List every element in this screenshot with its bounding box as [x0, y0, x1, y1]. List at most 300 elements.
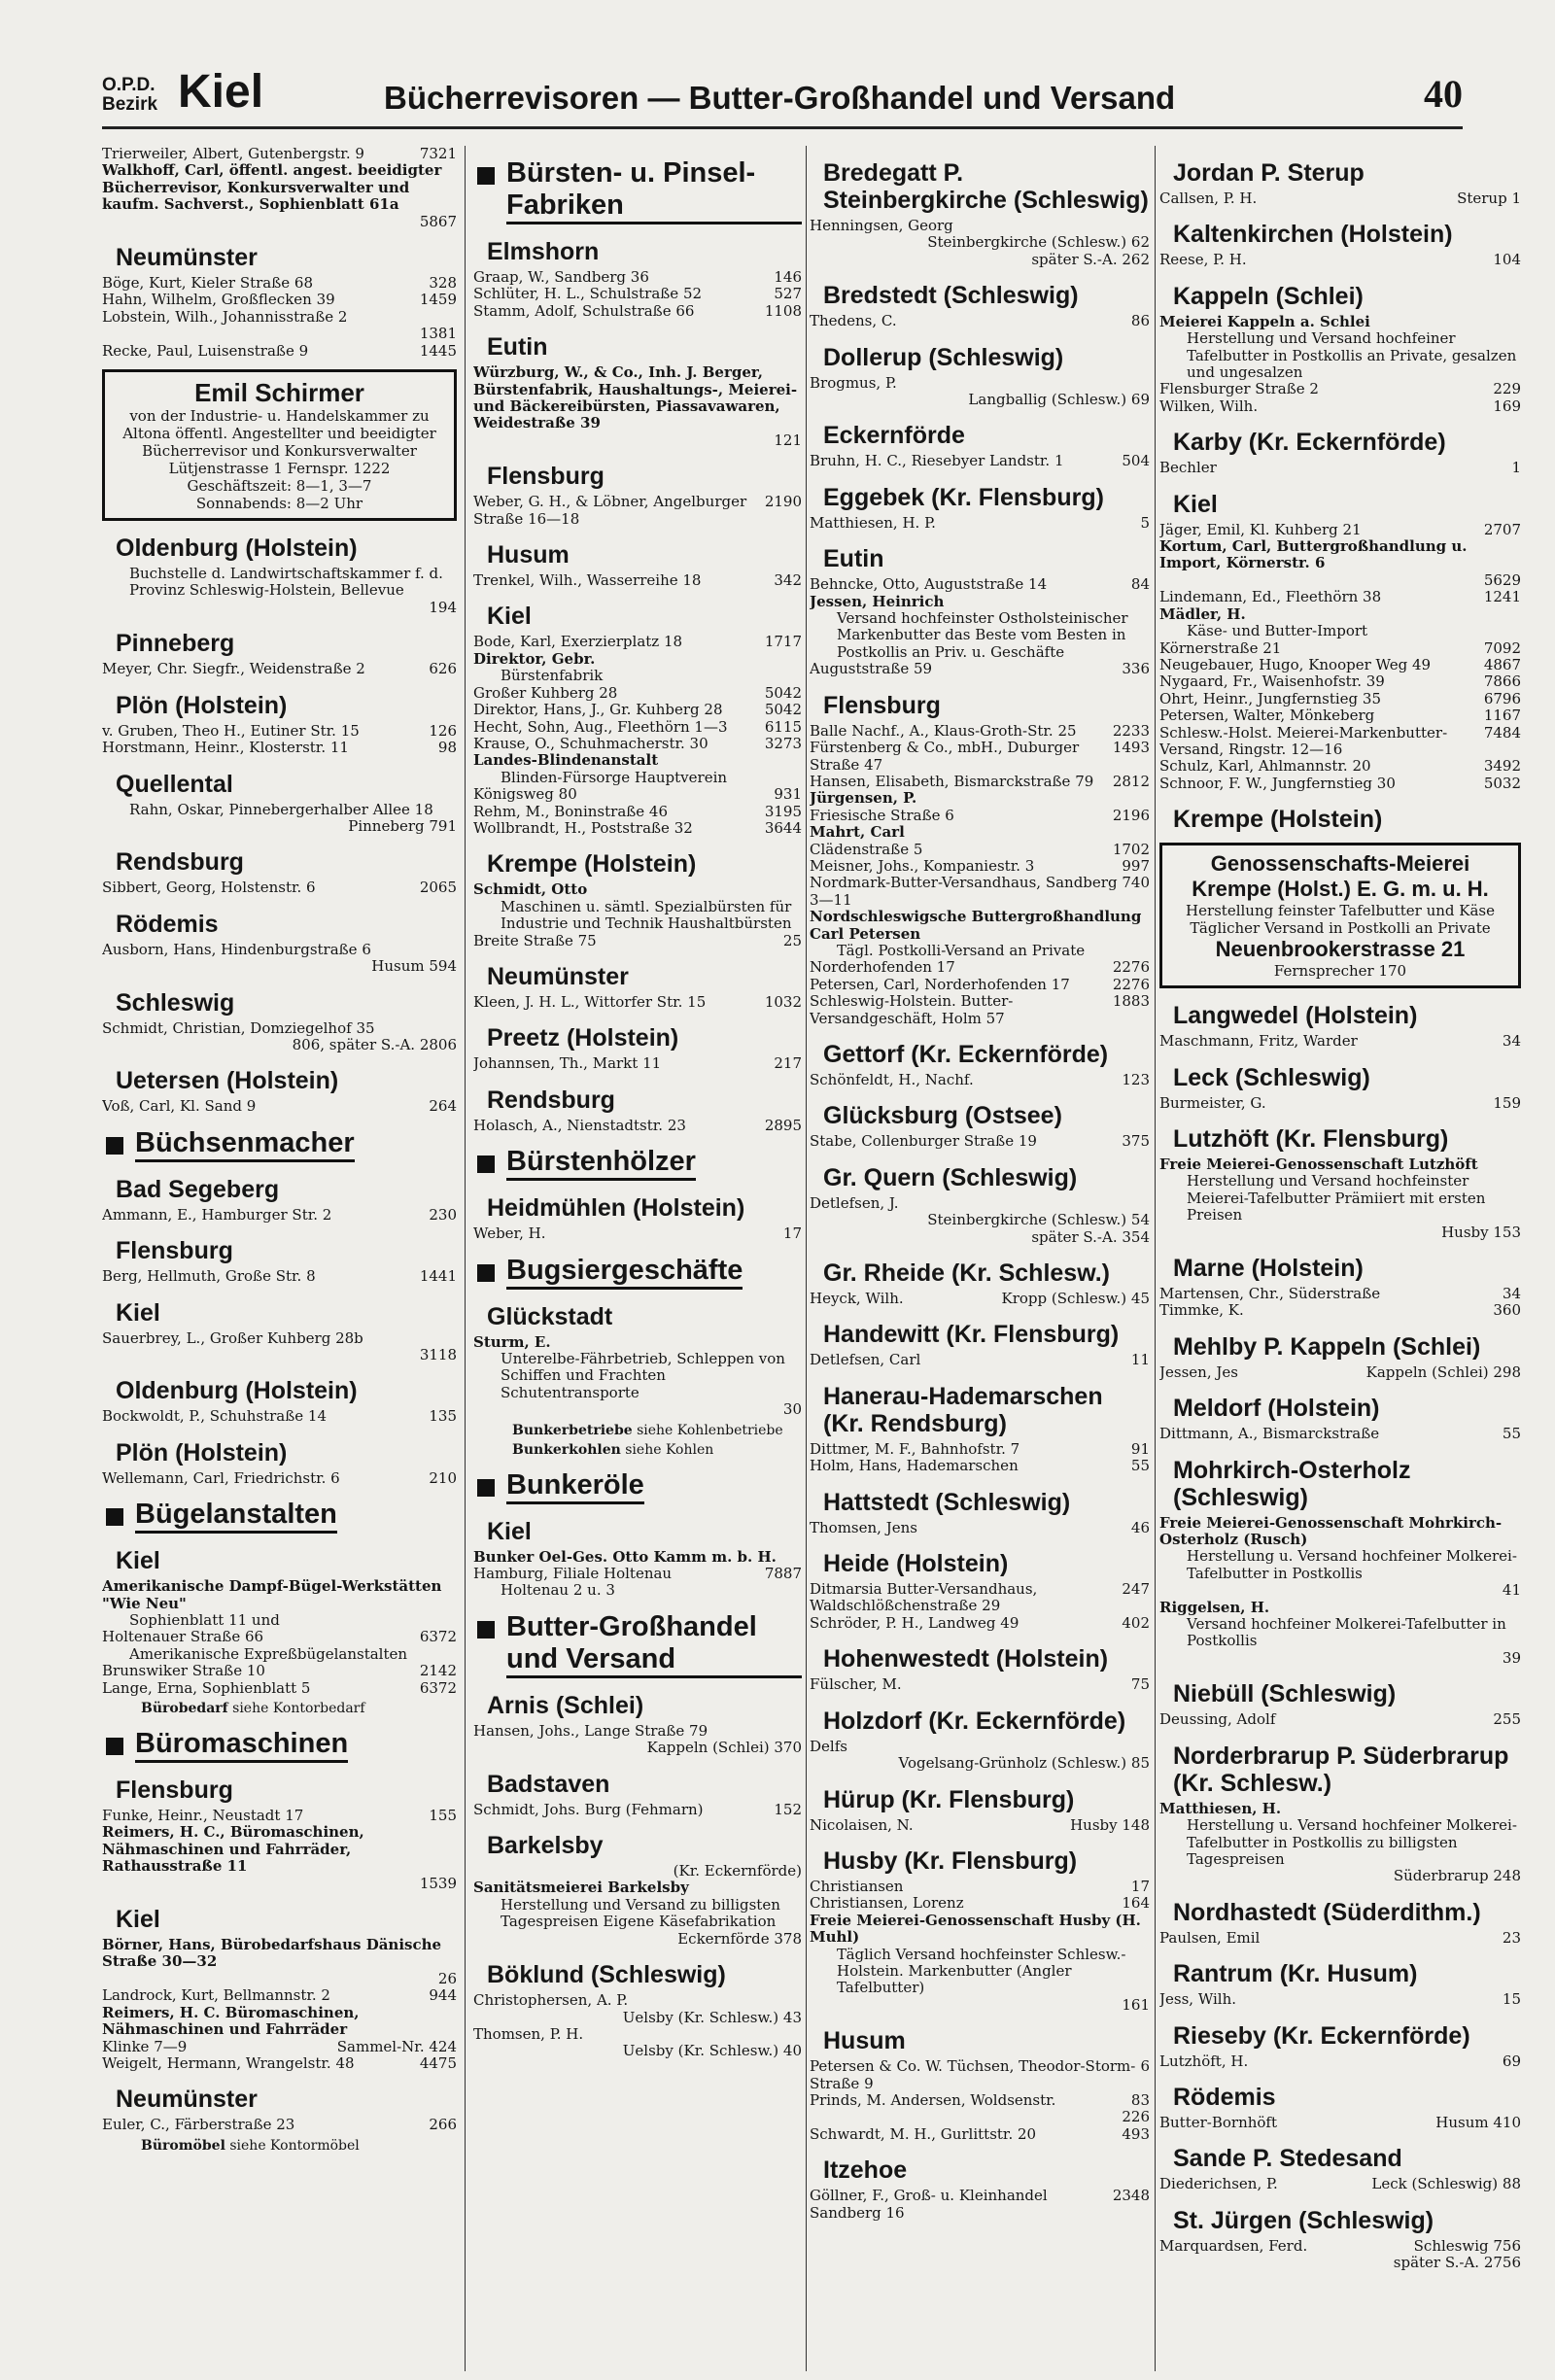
- entry-name: Christophersen, A. P.: [473, 1991, 629, 2010]
- entry-row: [810, 392, 1150, 408]
- entry-name: Breite Straße 75: [473, 931, 597, 949]
- entry-row: [810, 1458, 1150, 1474]
- entry-firm: Direktor, Gebr.: [473, 649, 596, 668]
- entry-phone: 266: [429, 2116, 457, 2134]
- entry-phone: 336: [1122, 660, 1150, 678]
- entry-phone: Eckernförde 378: [677, 1929, 802, 1948]
- entry-phone: 26: [437, 1969, 457, 1987]
- entry-name: Christiansen: [810, 1877, 904, 1895]
- entry-phone: Husby 153: [1441, 1223, 1521, 1241]
- town-heading: Handewitt (Kr. Flensburg): [823, 1321, 1120, 1349]
- entry-name: Ammann, E., Hamburger Str. 2: [102, 1205, 332, 1224]
- entry-name: [102, 1037, 289, 1053]
- entry-phone: 2233: [1112, 721, 1150, 740]
- entry-phone: 155: [429, 1807, 457, 1825]
- entry-row: [810, 252, 1150, 268]
- entry-name: Lutzhöft, H.: [1159, 2052, 1249, 2070]
- entry-name: Bechler: [1159, 459, 1217, 477]
- entry-row: [473, 1740, 802, 1756]
- town-heading: Eckernförde: [823, 422, 965, 450]
- entry-text: Herstellung und Versand zu billigsten Tagespreisen Eigene Käsefabrikation: [501, 1895, 780, 1931]
- cross-reference: [141, 2138, 457, 2154]
- entry-name: [102, 326, 416, 342]
- entry-name: Jäger, Emil, Kl. Kuhberg 21: [1159, 520, 1362, 538]
- entry-name: Johannsen, Th., Markt 11: [473, 1054, 662, 1073]
- entry-phone: Husum 594: [371, 957, 457, 976]
- xref-term: Bunkerbetriebe: [512, 1422, 633, 1438]
- entry-row: [102, 275, 457, 292]
- entry-row: [473, 2010, 802, 2026]
- entry-name: Deussing, Adolf: [1159, 1710, 1276, 1729]
- entry-phone: später S.-A. 354: [1031, 1227, 1150, 1246]
- entry-phone: (Kr. Eckernförde): [673, 1862, 802, 1880]
- entry-phone: 264: [429, 1097, 457, 1116]
- town-heading: Neumünster: [116, 2086, 258, 2114]
- category-marker: [477, 1621, 495, 1638]
- category-heading: [473, 1146, 802, 1181]
- entry-row: [1159, 1364, 1521, 1381]
- cross-reference: [141, 1701, 457, 1716]
- section-title: Bücherrevisoren — Butter-Großhandel und Versand: [384, 80, 1176, 116]
- entry-row: [102, 942, 457, 958]
- entry-phone: 152: [774, 1800, 802, 1818]
- entry-phone: 2348: [1112, 2187, 1150, 2205]
- entry-phone: 6: [1140, 2057, 1150, 2076]
- entry-firm: Jessen, Heinrich: [810, 592, 945, 610]
- entry-name: Graap, W., Sandberg 36: [473, 268, 649, 286]
- entry-row: [473, 804, 802, 820]
- category-marker: [106, 1738, 123, 1755]
- entry-name: Weber, H.: [473, 1224, 546, 1243]
- category-heading: [102, 1499, 457, 1534]
- entry-name: [473, 2010, 619, 2026]
- entry-name: [810, 1755, 895, 1772]
- entry-phone: 55: [1130, 1457, 1150, 1475]
- entry-row: [102, 1629, 457, 1645]
- entry-firm: Schmidt, Otto: [473, 880, 588, 899]
- entry-row: [1159, 725, 1521, 759]
- entry-row: [1159, 522, 1521, 538]
- entry-phone: 146: [774, 268, 802, 286]
- town-heading: Hürup (Kr. Flensburg): [823, 1785, 1075, 1813]
- entry-phone: 3644: [764, 818, 802, 837]
- entry-name: Schulz, Karl, Ahlmannstr. 20: [1159, 757, 1371, 776]
- entry-phone: Steinbergkirche (Schlesw.) 54: [927, 1211, 1150, 1229]
- entry-name: [473, 1931, 674, 1948]
- town-heading: Plön (Holstein): [116, 691, 288, 719]
- entry-row: [810, 1195, 1150, 1212]
- entry-text: Versand hochfeiner Molkerei-Tafelbutter in Postkollis: [1187, 1615, 1506, 1650]
- entry-phone: 226: [1122, 2108, 1150, 2126]
- entry-name: Friesische Straße 6: [810, 806, 954, 824]
- entry-phone: 25: [782, 931, 802, 949]
- town-heading: Mohrkirch-Osterholz (Schleswig): [1173, 1456, 1411, 1511]
- entry-row: [1159, 657, 1521, 673]
- town-heading: Itzehoe: [823, 2156, 908, 2185]
- entry-phone: 1241: [1483, 588, 1521, 606]
- entry-phone: 83: [1130, 2090, 1150, 2109]
- entry-row: [473, 1723, 802, 1740]
- entry-row: [810, 2109, 1150, 2125]
- entry-phone: 230: [429, 1205, 457, 1224]
- category-title: Bürstenhölzer: [506, 1146, 696, 1181]
- ad-line: Sonnabends: 8—2 Uhr: [195, 495, 363, 513]
- entry-phone: 740: [1122, 874, 1150, 892]
- category-marker: [106, 1137, 123, 1155]
- cross-reference: [512, 1442, 802, 1458]
- entry-row: [102, 1680, 457, 1697]
- entry-name: Norderhofenden 17: [810, 958, 955, 977]
- entry-phone: 121: [774, 431, 802, 449]
- entry-phone: 161: [1122, 1995, 1150, 2014]
- entry-phone: 2065: [419, 879, 457, 897]
- category-heading: [102, 1728, 457, 1763]
- entry-phone: 23: [1502, 1928, 1521, 1947]
- entry-name: [810, 1212, 923, 1228]
- entry-name: Rehm, M., Boninstraße 46: [473, 802, 669, 820]
- town-heading: Preetz (Holstein): [487, 1024, 679, 1052]
- entry-row: [1159, 1095, 1521, 1112]
- entry-name: Petersen, Walter, Mönkeberg: [1159, 707, 1375, 725]
- entry-name: Holm, Hans, Hademarschen: [810, 1457, 1019, 1475]
- entry-name: [473, 2043, 619, 2059]
- town-heading: Flensburg: [487, 463, 605, 491]
- town-heading: Lutzhöft (Kr. Flensburg): [1173, 1124, 1449, 1153]
- entry-row: [102, 292, 457, 308]
- town-heading: Plön (Holstein): [116, 1438, 288, 1466]
- entry-name: [810, 392, 964, 408]
- entry-firm: Sturm, E.: [473, 1332, 551, 1351]
- town-heading: Badstaven: [487, 1770, 610, 1798]
- entry-text: Versand hochfeinster Ostholsteinischer Markenbutter das Beste vom Besten in Postkollis an Priv. u. Geschäfte: [837, 609, 1128, 661]
- entry-row: [102, 1037, 457, 1053]
- entry-phone: 159: [1493, 1093, 1521, 1112]
- entry-text: Tägl. Postkolli-Versand an Private: [837, 941, 1086, 959]
- xref-target: siehe Kontormöbel: [229, 2137, 360, 2154]
- town-heading: Heidmühlen (Holstein): [487, 1194, 745, 1223]
- entry-row: [1159, 572, 1521, 589]
- entry-phone: Leck (Schleswig) 88: [1371, 2175, 1521, 2193]
- entry-row: [810, 2126, 1150, 2143]
- entry-phone: Husby 148: [1070, 1815, 1150, 1834]
- entry-name: Weigelt, Hermann, Wrangelstr. 48: [102, 2053, 355, 2072]
- xref-term: Bunkerkohlen: [512, 1441, 621, 1458]
- entry-row: [102, 1663, 457, 1679]
- entry-row: [102, 1098, 457, 1115]
- entry-phone: [1146, 1195, 1150, 1212]
- entry-row: [810, 959, 1150, 976]
- xref-target: siehe Kontorbedarf: [232, 1701, 365, 1717]
- town-heading: Mehlby P. Kappeln (Schlei): [1173, 1332, 1481, 1361]
- town-heading: Gr. Quern (Schleswig): [823, 1163, 1078, 1191]
- entry-phone: 39: [1502, 1648, 1521, 1667]
- town-heading: Niebüll (Schleswig): [1173, 1680, 1397, 1708]
- town-heading: Arnis (Schlei): [487, 1691, 644, 1719]
- town-heading: Kaltenkirchen (Holstein): [1173, 221, 1453, 249]
- entry-firm: Kortum, Carl, Buttergroßhandlung u. Import, Körnerstr. 6: [1159, 537, 1468, 572]
- entry-text: Herstellung u. Versand hochfeiner Molkerei-Tafelbutter in Postkollis zu billigsten Tagespreisen: [1187, 1816, 1517, 1868]
- entry-phone: 210: [429, 1468, 457, 1487]
- ad-line: Neuenbrookerstrasse 21: [1215, 937, 1466, 962]
- entry-row: [473, 1931, 802, 1948]
- entry-name: Recke, Paul, Luisenstraße 9: [102, 341, 309, 360]
- entry-name: [1159, 1224, 1437, 1241]
- entry-name: Schönfeldt, H., Nachf.: [810, 1071, 974, 1088]
- entry-firm: Reimers, H. C., Büromaschinen, Nähmaschinen und Fahrräder, Rathausstraße 11: [102, 1823, 364, 1876]
- entry-name: Thedens, C.: [810, 312, 897, 330]
- entry-name: Böge, Kurt, Kieler Straße 68: [102, 274, 314, 293]
- entry-row: [1159, 1033, 1521, 1050]
- entry-firm: Riggelsen, H.: [1159, 1598, 1270, 1616]
- entry-row: [810, 808, 1150, 824]
- entry-name: Meisner, Johs., Kompaniestr. 3: [810, 856, 1035, 875]
- entry-name: [810, 252, 1027, 268]
- entry-phone: 7484: [1483, 723, 1521, 742]
- town-heading: Rieseby (Kr. Eckernförde): [1173, 2021, 1470, 2050]
- entry-phone: 15: [1502, 1990, 1521, 2009]
- entry-row: [810, 1879, 1150, 1895]
- entry-row: [102, 146, 457, 162]
- entry-phone: 1032: [764, 992, 802, 1011]
- column-3: [810, 146, 1150, 2371]
- entry-name: Schnoor, F. W., Jungfernstieg 30: [1159, 774, 1396, 792]
- entry-name: Landrock, Kurt, Bellmannstr. 2: [102, 1986, 330, 2005]
- entry-phone: 6372: [419, 1678, 457, 1697]
- category-marker: [106, 1508, 123, 1526]
- entry-firm: Amerikanische Dampf-Bügel-Werkstätten "Wie Neu": [102, 1577, 442, 1612]
- entry-firm: Mädler, H.: [1159, 604, 1246, 623]
- ad-line: Herstellung feinster Tafelbutter und Käse: [1185, 902, 1495, 920]
- category-marker: [477, 167, 495, 185]
- entry-phone: 69: [1502, 2052, 1521, 2070]
- town-heading: Kiel: [116, 1547, 160, 1575]
- entry-phone: 6372: [419, 1628, 457, 1646]
- entry-row: [810, 313, 1150, 329]
- entry-name: Meyer, Chr. Siegfr., Weidenstraße 2: [102, 660, 365, 678]
- entry-phone: 2190: [764, 493, 802, 511]
- xref-target: siehe Kohlen: [625, 1441, 714, 1458]
- town-heading: Rendsburg: [116, 848, 244, 877]
- category-heading: [473, 1255, 802, 1290]
- entry-firm: Reimers, H. C. Büromaschinen, Nähmaschinen und Fahrräder: [102, 2003, 360, 2039]
- entry-phone: Vogelsang-Grünholz (Schlesw.) 85: [898, 1754, 1150, 1773]
- entry-row: [1159, 2176, 1521, 2192]
- entry-name: Bruhn, H. C., Riesebyer Landstr. 1: [810, 452, 1064, 470]
- entry-name: Krause, O., Schuhmacherstr. 30: [473, 734, 708, 752]
- entry-row: [102, 1347, 457, 1363]
- town-heading: Rantrum (Kr. Husum): [1173, 1960, 1418, 1988]
- entry-row: [473, 1992, 802, 2009]
- entry-phone: 84: [1130, 575, 1150, 594]
- entry-phone: 91: [1130, 1439, 1150, 1458]
- entry-name: [102, 214, 416, 230]
- entry-name: Bode, Karl, Exerzierplatz 18: [473, 633, 683, 651]
- entry-row: [473, 786, 802, 803]
- town-heading: Krempe (Holstein): [1173, 806, 1383, 834]
- town-heading: Jordan P. Sterup: [1173, 159, 1365, 187]
- entry-row: [1159, 1991, 1521, 2008]
- entry-name: Göllner, F., Groß- u. Kleinhandel Sandberg 16: [810, 2187, 1048, 2222]
- entry-row: [810, 1291, 1150, 1307]
- entry-row: [1159, 1224, 1521, 1241]
- entry-row: [1159, 1650, 1521, 1667]
- entry-name: Wollbrandt, H., Poststraße 32: [473, 818, 693, 837]
- entry-name: Stamm, Adolf, Schulstraße 66: [473, 301, 695, 320]
- town-heading: Glücksburg (Ostsee): [823, 1102, 1062, 1130]
- town-heading: Dollerup (Schleswig): [823, 343, 1064, 371]
- entry-phone: 7887: [764, 1565, 802, 1583]
- entry-firm: Börner, Hans, Bürobedarfshaus Dänische Straße 30—32: [102, 1936, 442, 1971]
- entry-phone: 1717: [764, 633, 802, 651]
- entry-name: Hecht, Sohn, Aug., Fleethörn 1—3: [473, 717, 728, 736]
- town-heading: Kappeln (Schlei): [1173, 282, 1364, 310]
- town-heading: Bredstedt (Schleswig): [823, 282, 1079, 310]
- entry-phone: 194: [429, 598, 457, 616]
- entry-row: [473, 1401, 802, 1418]
- entry-row: [810, 1817, 1150, 1834]
- column-2: [473, 146, 802, 2371]
- entry-row: [473, 634, 802, 650]
- entry-name: [473, 432, 770, 449]
- entry-firm: Landes-Blindenanstalt: [473, 751, 659, 770]
- entry-phone: 931: [774, 785, 802, 804]
- entry-name: Jessen, Jes: [1159, 1362, 1238, 1381]
- entry-row: [473, 572, 802, 589]
- entry-row: [1159, 707, 1521, 724]
- entry-row: [810, 1997, 1150, 2014]
- entry-phone: Kappeln (Schlei) 370: [646, 1739, 802, 1757]
- entry-text: Käse- und Butter-Import: [1187, 622, 1368, 640]
- entry-name: Martensen, Chr., Süderstraße: [1159, 1285, 1381, 1302]
- entry-row: [1159, 1286, 1521, 1302]
- entry-phone: 7092: [1483, 638, 1521, 657]
- entry-row: [102, 958, 457, 975]
- entry-row: [473, 1802, 802, 1818]
- entry-name: Petersen, Carl, Norderhofenden 17: [810, 975, 1070, 993]
- entry-name: Holtenauer Straße 66: [102, 1628, 264, 1646]
- entry-row: [102, 1268, 457, 1285]
- entry-name: Ausborn, Hans, Hindenburgstraße 6: [102, 940, 371, 958]
- town-heading: Kiel: [116, 1298, 160, 1327]
- column-divider: [806, 146, 807, 2371]
- entry-row: [810, 1212, 1150, 1228]
- entry-phone: 164: [1122, 1894, 1150, 1913]
- entry-name: Delfs: [810, 1737, 847, 1755]
- town-heading: Eggebek (Kr. Flensburg): [823, 483, 1104, 511]
- town-heading: Nordhastedt (Süderdithm.): [1173, 1898, 1481, 1926]
- entry-name: Burmeister, G.: [1159, 1093, 1266, 1112]
- entry-firm: Freie Meierei-Genossenschaft Husby (H. Muhl): [810, 1911, 1141, 1947]
- entry-phone: 328: [429, 274, 457, 293]
- ad-line: Fernsprecher 170: [1273, 962, 1407, 981]
- ad-line: Lütjenstrasse 1 Fernspr. 1222: [168, 460, 391, 478]
- entry-row: [810, 1615, 1150, 1632]
- entry-row: [810, 1520, 1150, 1536]
- entry-name: [473, 1863, 670, 1880]
- entry-name: Nicolaisen, N.: [810, 1815, 914, 1834]
- ad-line: Genossenschafts-Meierei: [1210, 851, 1470, 877]
- entry-name: [102, 1347, 416, 1363]
- entry-phone: 98: [437, 739, 457, 757]
- town-heading: Hohenwestedt (Holstein): [823, 1645, 1109, 1673]
- entry-name: Horstmann, Heinr., Klosterstr. 11: [102, 739, 349, 757]
- entry-text: Rahn, Oskar, Pinnebergerhalber Allee 18: [129, 800, 433, 818]
- entry-phone: 4475: [419, 2053, 457, 2072]
- category-title: Bugsiergeschäfte: [506, 1255, 743, 1290]
- entry-text: Amerikanische Expreßbügelanstalten: [129, 1644, 408, 1663]
- entry-phone: 1459: [419, 291, 457, 309]
- town-heading: Flensburg: [116, 1237, 233, 1265]
- town-heading: Kiel: [487, 603, 532, 631]
- entry-name: Clädenstraße 5: [810, 840, 923, 858]
- entry-phone: 997: [1122, 856, 1150, 875]
- entry-phone: 229: [1493, 380, 1521, 398]
- entry-row: [473, 494, 802, 528]
- town-heading: Leck (Schleswig): [1173, 1063, 1370, 1091]
- entry-phone: 217: [774, 1054, 802, 1073]
- entry-phone: 2276: [1112, 975, 1150, 993]
- entry-row: [102, 1408, 457, 1425]
- entry-phone: 5042: [764, 701, 802, 719]
- entry-phone: 402: [1122, 1613, 1150, 1632]
- town-heading: Norderbrarup P. Süderbrarup (Kr. Schlesw.): [1173, 1742, 1509, 1797]
- entry-name: Direktor, Hans, J., Gr. Kuhberg 28: [473, 701, 723, 719]
- category-heading: [473, 1469, 802, 1504]
- entry-row: [810, 875, 1150, 909]
- entry-phone: [798, 1992, 802, 2009]
- entry-firm: Freie Meierei-Genossenschaft Mohrkirch-Osterholz (Rusch): [1159, 1513, 1503, 1549]
- entry-phone: [798, 2026, 802, 2043]
- entry-row: [102, 1330, 457, 1347]
- advertisement-box: [102, 369, 457, 521]
- entry-name: Euler, C., Färberstraße 23: [102, 2116, 295, 2134]
- entry-firm: Meierei Kappeln a. Schlei: [1159, 312, 1370, 330]
- entry-row: [810, 1739, 1150, 1755]
- entry-name: Jess, Wilh.: [1159, 1990, 1236, 2009]
- entry-name: Marquardsen, Ferd.: [1159, 2236, 1308, 2255]
- ad-line: von der Industrie- u. Handelskammer zu Altona öffentl. Angestellter und beeidigter Bücherrevisor und Konkursverwalter: [122, 407, 436, 461]
- entry-name: Christiansen, Lorenz: [810, 1894, 964, 1913]
- entry-phone: Kappeln (Schlei) 298: [1365, 1362, 1521, 1381]
- entry-name: Ditmarsia Butter-Versandhaus, Waldschlößchenstraße 29: [810, 1580, 1038, 1615]
- entry-name: Königsweg 80: [473, 785, 577, 804]
- entry-row: [1159, 758, 1521, 775]
- entry-row: [1159, 640, 1521, 657]
- entry-phone: 1441: [419, 1267, 457, 1286]
- town-heading: Schleswig: [116, 988, 235, 1017]
- entry-row: [810, 453, 1150, 469]
- entry-firm: Matthiesen, H.: [1159, 1799, 1282, 1817]
- entry-row: [102, 600, 457, 616]
- entry-row: [102, 880, 457, 896]
- category-title: Bürsten- u. Pinsel-Fabriken: [506, 157, 802, 224]
- entry-phone: 135: [429, 1407, 457, 1426]
- entry-phone: Süderbrarup 248: [1393, 1867, 1521, 1885]
- town-heading: Marne (Holstein): [1173, 1255, 1364, 1282]
- entry-row: [473, 2026, 802, 2043]
- entry-phone: 75: [1130, 1675, 1150, 1694]
- entry-firm: Würzburg, W., & Co., Inh. J. Berger, Bürstenfabrik, Haushaltungs-, Meierei- und Bäckereibürsten, Piassavawaren, Weidestraße 39: [473, 363, 798, 432]
- entry-phone: 6115: [764, 717, 802, 736]
- entry-name: [1159, 2255, 1390, 2271]
- entry-phone: 5629: [1483, 570, 1521, 589]
- entry-phone: 3118: [419, 1345, 457, 1363]
- town-heading: Elmshorn: [487, 238, 600, 265]
- entry-row: [810, 774, 1150, 790]
- entry-phone: 34: [1502, 1032, 1521, 1051]
- town-heading: Neumünster: [116, 244, 258, 272]
- entry-name: Dittmer, M. F., Bahnhofstr. 7: [810, 1439, 1020, 1458]
